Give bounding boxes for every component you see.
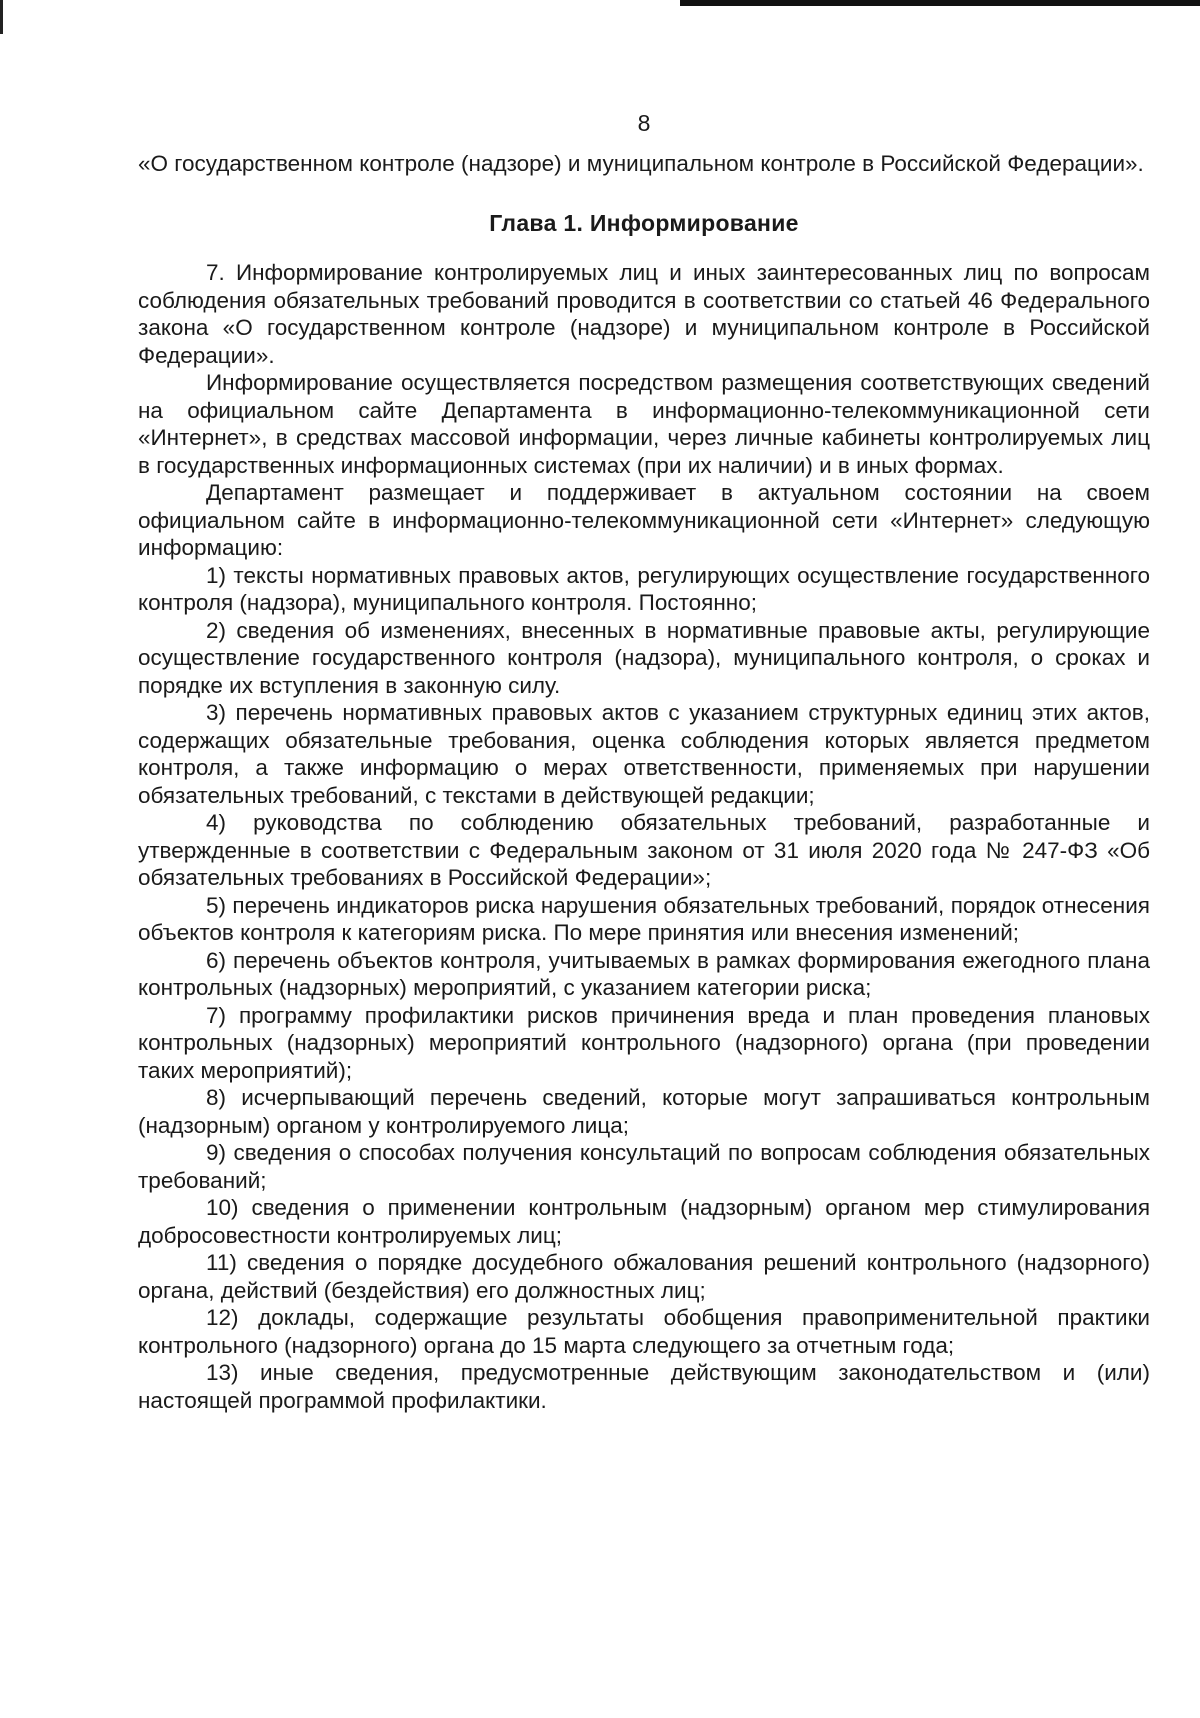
paragraph-7: 7. Информирование контролируемых лиц и иных заинтересованных лиц по вопросам соблюдения обязательных требований проводится в соответствии со статьей 46 Федерального закона «О государственном контроле (надзоре) и муниципальном контроле в Российской Федерации». xyxy=(138,260,1150,368)
list-item-5: 5) перечень индикаторов риска нарушения обязательных требований, порядок отнесения объектов контроля к категориям риска. По мере принятия или внесения изменений; xyxy=(138,892,1150,945)
list-item-3: 3) перечень нормативных правовых актов с указанием структурных единиц этих актов, содержащих обязательные требования, оценка соблюдения которых является предметом контроля, а также информацию о мерах ответственности, применяемых при нарушении обязательных требований, с текстами в действующей редакции; xyxy=(138,700,1150,808)
scan-edge-top xyxy=(680,0,1200,6)
list-item-6: 6) перечень объектов контроля, учитываемых в рамках формирования ежегодного плана контрольных (надзорных) мероприятий, с указанием категории риска; xyxy=(138,947,1150,1000)
chapter-title: Глава 1. Информирование xyxy=(489,209,799,236)
scan-edge-left xyxy=(0,0,3,34)
document-page xyxy=(138,108,1150,1414)
list-item-2: 2) сведения об изменениях, внесенных в нормативные правовые акты, регулирующие осуществление государственного контроля (надзора), муниципального контроля, о сроках и порядке их вступления в законную силу. xyxy=(138,617,1150,698)
list-item-1: 1) тексты нормативных правовых актов, регулирующих осуществление государственного контроля (надзора), муниципального контроля. Постоянно; xyxy=(138,562,1150,615)
paragraph-department-publishes: Департамент размещает и поддерживает в актуальном состоянии на своем официальном сайте в информационно-телекоммуникационной сети «Интернет» следующую информацию: xyxy=(138,480,1150,560)
list-item-13: 13) иные сведения, предусмотренные действующим законодательством и (или) настоящей программой профилактики. xyxy=(138,1360,1150,1413)
list-item-12: 12) доклады, содержащие результаты обобщения правоприменительной практики контрольного (надзорного) органа до 15 марта следующего за отчетным года; xyxy=(138,1305,1150,1358)
continuation-text: «О государственном контроле (надзоре) и муниципальном контроле в Российской Федерации». xyxy=(138,151,1144,176)
list-item-9: 9) сведения о способах получения консультаций по вопросам соблюдения обязательных требований; xyxy=(138,1140,1150,1193)
list-item-11: 11) сведения о порядке досудебного обжалования решений контрольного (надзорного) органа, действий (бездействия) его должностных лиц; xyxy=(138,1250,1150,1303)
list-item-4: 4) руководства по соблюдению обязательных требований, разработанные и утвержденные в соответствии с Федеральным законом от 31 июля 2020 года № 247-ФЗ «Об обязательных требованиях в Российской Федерации»; xyxy=(138,810,1150,890)
paragraph-informing-methods: Информирование осуществляется посредством размещения соответствующих сведений на официальном сайте Департамента в информационно-телекоммуникационной сети «Интернет», в средствах массовой информации, через личные кабинеты контролируемых лиц в государственных информационных системах (при их наличии) и в иных формах. xyxy=(138,370,1150,478)
list-item-7: 7) программу профилактики рисков причинения вреда и план проведения плановых контрольных (надзорных) мероприятий контрольного (надзорного) органа (при проведении таких мероприятий); xyxy=(138,1002,1150,1083)
page-number: 8 xyxy=(637,110,651,136)
list-item-8: 8) исчерпывающий перечень сведений, которые могут запрашиваться контрольным (надзорным) органом у контролируемого лица; xyxy=(138,1085,1150,1138)
list-item-10: 10) сведения о применении контрольным (надзорным) органом мер стимулирования добросовестности контролируемых лиц; xyxy=(138,1195,1150,1248)
